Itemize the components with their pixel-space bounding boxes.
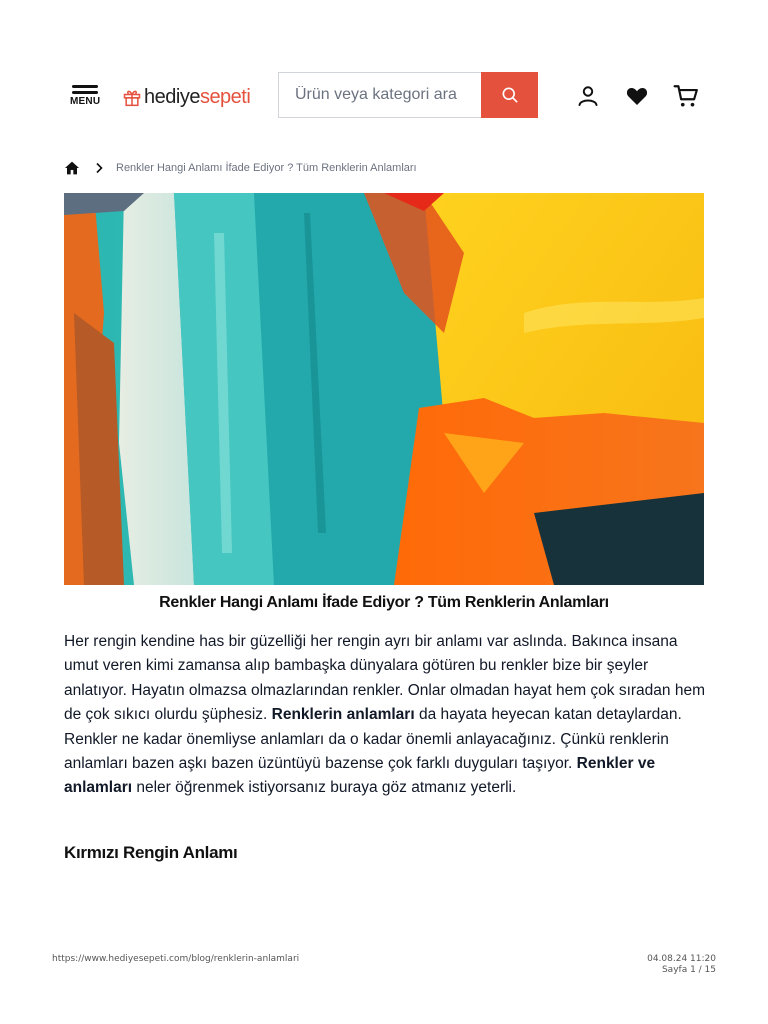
logo-text-part2: sepeti — [199, 85, 251, 108]
cart-icon — [673, 83, 699, 109]
page-number: Sayfa 1 / 15 — [661, 965, 716, 975]
paragraph-text-3: neler öğrenmek istiyorsanız buraya göz atmanız yeterli. — [132, 779, 517, 797]
page-url: https://www.hediyesepeti.com/blog/renklerin-anlamlari — [52, 954, 300, 964]
paragraph-text-2: da hayata heyecan katan detaylardan. Renkler ne kadar önemliyse anlamları da o kadar önemli anlayacağınız. Çünkü renklerin anlamları bazen aşkı bazen üzüntüyü bazense çok farklı duyguları taşıyor. — [64, 706, 682, 773]
home-icon[interactable] — [64, 160, 80, 176]
chevron-right-icon — [94, 162, 104, 174]
logo-text-part1: hediye — [144, 85, 200, 108]
search-icon — [500, 85, 520, 105]
print-info — [647, 954, 716, 976]
section-heading: Kırmızı Rengin Anlamı — [64, 843, 238, 862]
search-bar — [278, 72, 538, 118]
abstract-paint-image — [64, 193, 704, 585]
menu-button[interactable] — [70, 84, 100, 110]
site-header — [0, 0, 768, 140]
print-datetime: 04.08.24 11:20 — [647, 954, 716, 964]
breadcrumb-current: Renkler Hangi Anlamı İfade Ediyor ? Tüm Renklerin Anlamları — [116, 162, 417, 174]
user-icon — [576, 84, 600, 108]
breadcrumb — [64, 158, 417, 178]
article-paragraph — [64, 630, 714, 801]
heart-icon — [625, 84, 649, 108]
keyword-link-2: Renkler ve anlamları — [64, 755, 656, 797]
image-caption: Renkler Hangi Anlamı İfade Ediyor ? Tüm Renklerin Anlamları — [159, 594, 609, 611]
hamburger-icon — [72, 85, 98, 88]
gift-icon — [122, 87, 142, 107]
search-button[interactable] — [481, 72, 538, 118]
cart-button[interactable] — [673, 83, 699, 109]
hamburger-icon-line — [72, 91, 98, 94]
hero-image — [64, 193, 704, 585]
paragraph-text-1: Her rengin kendine has bir güzelliği her rengin ayrı bir anlamı var aslında. Bakınca insana umut veren kimi zamansa alıp bambaşka dünyalara götüren bu renkler bize bir şeyler anlatıyor. Hayatın olmazsa olmazlarından renkler. Onlar olmadan hayat hem çok sıradan hem de çok sıkıcı olurdu şüphesiz. — [64, 633, 705, 724]
site-logo[interactable] — [122, 84, 250, 110]
favorites-button[interactable] — [624, 83, 650, 109]
account-button[interactable] — [575, 83, 601, 109]
menu-label: MENU — [70, 96, 101, 107]
keyword-link-1: Renklerin anlamları — [271, 706, 415, 724]
search-input[interactable] — [279, 73, 482, 117]
